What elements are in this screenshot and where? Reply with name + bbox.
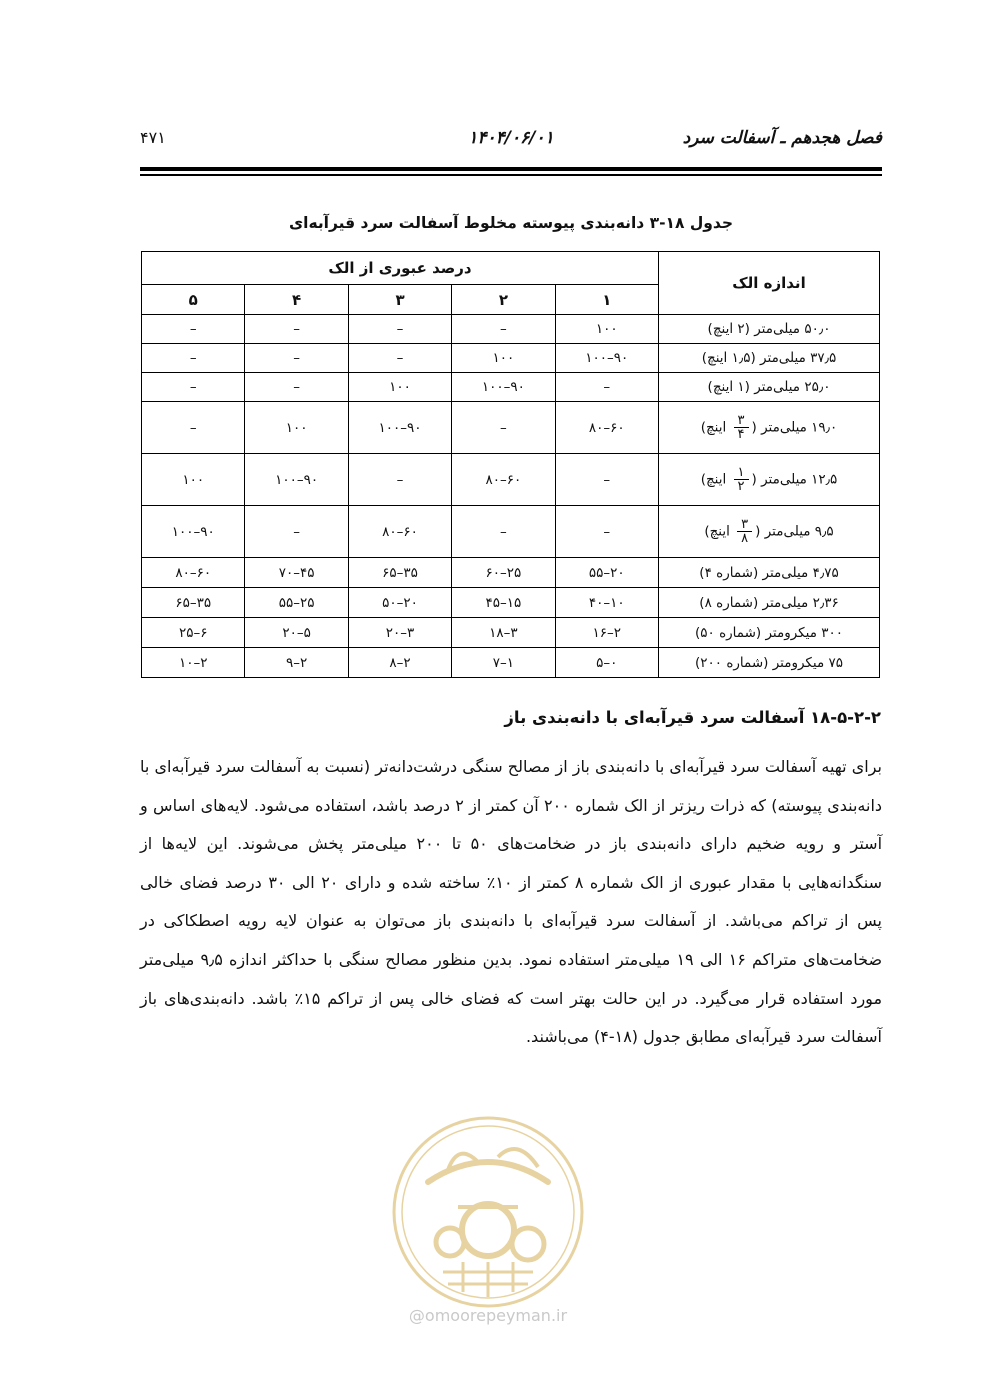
table-row (142, 648, 880, 678)
percent-cell: ۲–۸ (348, 648, 451, 678)
percent-cell: ۱۰–۴۰ (555, 588, 658, 618)
percent-cell: ۰–۵ (555, 648, 658, 678)
percent-cell: ۶۰–۸۰ (452, 454, 555, 506)
table-row (142, 454, 880, 506)
percent-cell: – (555, 506, 658, 558)
percent-cell: ۹۰–۱۰۰ (452, 373, 555, 402)
table-row (142, 373, 880, 402)
watermark-seal-icon (388, 1112, 588, 1312)
percent-cell: – (142, 315, 245, 344)
sieve-size-cell: ۵۰٫۰ میلی‌متر (۲ اینچ) (659, 315, 880, 344)
sieve-size-cell: ۴٫۷۵ میلی‌متر (شماره ۴) (659, 558, 880, 588)
percent-cell: – (142, 373, 245, 402)
percent-cell: ۹۰–۱۰۰ (555, 344, 658, 373)
percent-cell: ۳۵–۶۵ (348, 558, 451, 588)
percent-passing-header: درصد عبوری از الک (142, 252, 659, 285)
sieve-size-text: ۹٫۵ میلی‌متر ( (755, 523, 834, 540)
percent-cell: ۲۵–۵۵ (245, 588, 348, 618)
page-number: ۴۷۱ (140, 128, 166, 147)
table-caption: جدول ۱۸-۳ دانه‌بندی پیوسته مخلوط آسفالت سرد قیرآبه‌ای (288, 214, 734, 232)
column-header: ۳ (348, 285, 451, 315)
inch-fraction (737, 518, 752, 545)
percent-cell: ۶–۲۵ (142, 618, 245, 648)
percent-cell: – (348, 315, 451, 344)
sieve-size-cell: ۳۷٫۵ میلی‌متر (۱٫۵ اینچ) (659, 344, 880, 373)
percent-cell: ۹۰–۱۰۰ (142, 506, 245, 558)
sieve-size-cell (659, 506, 880, 558)
column-header: ۵ (142, 285, 245, 315)
percent-cell: – (245, 315, 348, 344)
percent-cell: ۴۵–۷۰ (245, 558, 348, 588)
percent-cell: – (452, 315, 555, 344)
percent-cell: ۹۰–۱۰۰ (348, 402, 451, 454)
percent-cell: ۲۰–۵۰ (348, 588, 451, 618)
percent-cell: – (142, 344, 245, 373)
percent-cell: ۲–۱۶ (555, 618, 658, 648)
percent-cell: – (452, 402, 555, 454)
percent-cell: ۳۵–۶۵ (142, 588, 245, 618)
inch-fraction (734, 414, 749, 441)
table-row (142, 402, 880, 454)
header-rule-thick (140, 167, 882, 171)
sieve-size-unit: اینچ) (704, 523, 735, 540)
body-paragraph: برای تهیه آسفالت سرد قیرآبه‌ای با دانه‌بندی باز از مصالح سنگی درشت‌دانه‌تر (نسبت به آسفالت سرد قیرآبه‌ای با دانه‌بندی پیوسته) که ذرات ریزتر از الک شماره ۲۰۰ آن کمتر از ۲ درصد باشد، استفاده می‌شود. لایه‌های اساس و آستر و رویه ضخیم دارای دانه‌بندی باز در ضخامت‌های ۵۰ تا ۲۰۰ میلی‌متر پخش می‌شوند. این لایه‌ها از سنگدانه‌هایی با مقدار عبوری از الک شماره ۸ کمتر از ۱۰٪ ساخته شده و دارای ۲۰ الی ۳۰ درصد فضای خالی پس از تراکم می‌باشد. از آسفالت سرد قیرآبه‌ای با دانه‌بندی باز می‌توان به عنوان لایه رویه اصطکاکی در ضخامت‌های متراکم ۱۶ الی ۱۹ میلی‌متر استفاده نمود. بدین منظور مصالح سنگی با حداکثر اندازه ۹٫۵ میلی‌متر مورد استفاده قرار می‌گیرد. در این حالت بهتر است که فضای خالی پس از تراکم ۱۵٪ باشد. دانه‌بندی‌های باز آسفالت سرد قیرآبه‌ای مطابق جدول (۱۸-۴) می‌باشند. (140, 757, 883, 1047)
sieve-size-text: ۱۹٫۰ میلی‌متر ( (751, 419, 838, 436)
percent-cell: ۱–۷ (452, 648, 555, 678)
percent-cell: – (245, 373, 348, 402)
sieve-size-text: ۱۲٫۵ میلی‌متر ( (751, 471, 838, 488)
table-body (142, 315, 880, 678)
table-row (142, 344, 880, 373)
percent-cell: – (555, 454, 658, 506)
percent-cell: – (142, 402, 245, 454)
percent-cell: ۶۰–۸۰ (348, 506, 451, 558)
inch-fraction (734, 466, 749, 493)
fraction-numerator: ۳ (737, 518, 752, 532)
percent-cell: ۱۰۰ (348, 373, 451, 402)
header-rule-thin (140, 174, 882, 176)
fraction-numerator: ۱ (734, 466, 749, 480)
table-row (142, 618, 880, 648)
percent-cell: ۶۰–۸۰ (555, 402, 658, 454)
percent-cell: ۳–۱۸ (452, 618, 555, 648)
percent-cell: ۱۰۰ (452, 344, 555, 373)
percent-cell: ۱۰۰ (142, 454, 245, 506)
percent-cell: ۱۵–۴۵ (452, 588, 555, 618)
percent-cell: ۲–۹ (245, 648, 348, 678)
percent-cell: ۲۵–۶۰ (452, 558, 555, 588)
sieve-size-cell: ۲۵٫۰ میلی‌متر (۱ اینچ) (659, 373, 880, 402)
column-header: ۴ (245, 285, 348, 315)
sieve-size-unit: اینچ) (700, 419, 731, 436)
header-date: ۱۴۰۴/۰۶/۰۱ (468, 128, 554, 148)
sieve-size-cell: ۷۵ میکرومتر (شماره ۲۰۰) (659, 648, 880, 678)
percent-cell: ۳–۲۰ (348, 618, 451, 648)
table-row (142, 558, 880, 588)
gradation-table (141, 251, 880, 678)
column-header: ۲ (452, 285, 555, 315)
percent-cell: ۲۰–۵۵ (555, 558, 658, 588)
table-row (142, 506, 880, 558)
percent-cell: ۵–۲۰ (245, 618, 348, 648)
percent-cell: – (348, 454, 451, 506)
percent-cell: ۱۰۰ (245, 402, 348, 454)
percent-cell: ۹۰–۱۰۰ (245, 454, 348, 506)
sieve-size-cell: ۳۰۰ میکرومتر (شماره ۵۰) (659, 618, 880, 648)
sieve-size-unit: اینچ) (700, 471, 731, 488)
column-header: ۱ (555, 285, 658, 315)
watermark-url: @omoorepeyman.ir (408, 1306, 568, 1325)
section-heading: ۱۸-۵-۲-۲ آسفالت سرد قیرآبه‌ای با دانه‌بندی باز (504, 708, 881, 727)
fraction-denominator: ۴ (737, 427, 745, 442)
percent-cell: – (245, 344, 348, 373)
fraction-denominator: ۲ (737, 479, 745, 494)
percent-cell: – (555, 373, 658, 402)
percent-cell: – (348, 344, 451, 373)
percent-cell: ۱۰۰ (555, 315, 658, 344)
table-row (142, 588, 880, 618)
percent-cell: – (452, 506, 555, 558)
fraction-numerator: ۳ (734, 414, 749, 428)
fraction-denominator: ۸ (741, 531, 749, 546)
chapter-title: فصل هجدهم ـ آسفالت سرد (682, 128, 882, 148)
running-header (140, 128, 882, 164)
percent-cell: – (245, 506, 348, 558)
size-header: اندازه الک (659, 252, 880, 315)
percent-cell: ۶۰–۸۰ (142, 558, 245, 588)
percent-cell: ۲–۱۰ (142, 648, 245, 678)
sieve-size-cell: ۲٫۳۶ میلی‌متر (شماره ۸) (659, 588, 880, 618)
sieve-size-cell (659, 454, 880, 506)
sieve-size-cell (659, 402, 880, 454)
table-row (142, 315, 880, 344)
